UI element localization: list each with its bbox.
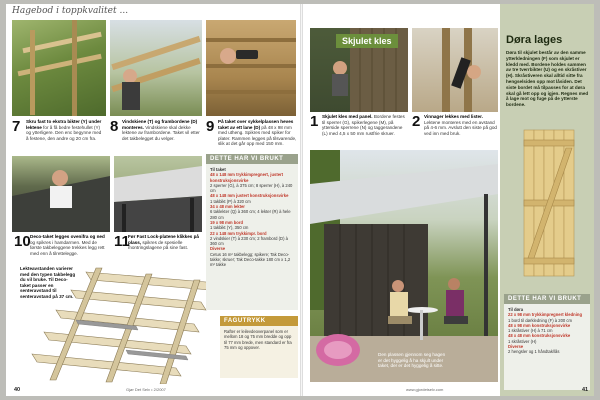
materials-item: 48 x 98 mm konstruksjonsvirke 1 skråstiver (H) à 71 cm <box>508 322 571 334</box>
step-10-number: 10 <box>14 233 31 250</box>
page-gutter <box>300 4 303 396</box>
step-11-caption: Før Fast Lock-platene klikkes på plass, spikres de spesielle montringslagene på sine fast. <box>128 234 199 251</box>
materials-item: 19 x 98 mm bord 1 takbikt (Y), 350 cm <box>210 219 249 231</box>
materials-item: 48 x 148 mm trykkimpregnert, justert konstruksjonsvirke 2 sperrer (G), à 375 cm; 8 sperrer (H), à 240 cm <box>210 172 293 194</box>
step-8-number: 8 <box>110 118 119 135</box>
step-8-caption: Vindskiene (T) og frambordene (D) monteres. Vindskiene skal dekke lektene av frambordene. Taket vil etter det takbelegget du velger. <box>122 119 200 141</box>
materials-box-door-head: DETTE HAR VI BRUKT <box>504 294 590 304</box>
right-step-1-number: 1 <box>310 113 319 130</box>
photo-finished-shed <box>310 150 498 382</box>
photo-step-10 <box>12 156 110 232</box>
door-sidebar <box>500 4 594 396</box>
step-9-number: 9 <box>206 118 215 135</box>
materials-box-door <box>504 294 590 390</box>
step-7-number: 7 <box>12 118 21 135</box>
materials-item: 34 x 48 mm lekter 6 taklekter (Q) à 360 cm; 4 lekter (R) à hele 280 cm <box>210 204 291 220</box>
shed-roof-illustration <box>114 156 202 232</box>
glossary-box <box>220 316 298 378</box>
photo-step-11 <box>114 156 202 232</box>
roofing-worker-illustration <box>12 156 110 232</box>
materials-item: 22 x 98 mm trykkimpregnert kledning 1 bord til dørkledning (F) à 200 cm <box>508 312 583 323</box>
materials-item: 22 x 148 mm trykkimpr. bord 2 vindskier (T) à 230 cm; 2 frambord (D) à 360 cm <box>210 230 288 247</box>
section-tab: Skjulet kles <box>336 34 398 48</box>
diagram-note: Lekteavstanden varierer med den typen takbelegg du vil bruke. Til Deco-taket passer en senteravstand til senteravstand på 37 cm. <box>20 266 76 299</box>
sidebar-text: Døra til skjulet består av den samme ytterkledningen (F) som skjulet er kledd med. Bordene holdes sammen av tre tverrbikter (U) og en skråstiver (H). Skråstiveren skal alltid sitte fra hengselsiden opp mot låsiden. Det siste bordet må tilpasses for at døra skal gå lett opp og igjen. Regnes med å lage mot og fuge på de ytterste bordene. <box>506 50 589 108</box>
footer-left: Gjør Det Selv • 2/2007 <box>126 387 166 392</box>
batten-illustration <box>412 28 498 112</box>
right-step-1-caption: Skjulet kles med panel. Bordene festes til sperrer (G), spikerlegene (M), på ytterside sperrene (N) og taggerandene (L) med 4,5 x 50 mm rustfrie skruer. <box>322 114 405 136</box>
step-9-caption: På taket over sykkelplassen heves taket av ett lane (D) på 48 x 98 mm med utheng. Spikres med spiker for plater. Rammen legges på tilsvarende, slik at det går opp med 150 mm. <box>218 119 297 147</box>
sidebar-title: Døra lages <box>506 34 563 46</box>
step-7-caption: Skru fast to ekstra bikter (Y) under lektene for å få bedre festehullet (Y) og ytterligere. Den enc begynne med å festene, den andre og 20 cm fra. <box>26 119 102 141</box>
photo-step-7 <box>12 20 106 116</box>
glossary-text: Rafter er leilevdeoverpanel som er mellom 18 og 75 mm bredde og opp til 77 mm brede, men standard er fra 75 mm og oppover. <box>224 329 292 350</box>
shed-scene-illustration <box>310 150 498 382</box>
photo-caption: Den plassen gjennom seg hagen er det hyggelig å ha skjult under taket, der er det hyggelig å sitte. <box>378 352 446 369</box>
right-step-2-number: 2 <box>412 113 421 130</box>
glossary-box-head: FAGUTRYKK <box>220 316 298 326</box>
materials-box-roof <box>206 154 298 310</box>
photo-step-9 <box>206 20 296 116</box>
materials-item: 48 x 48 mm konstruksjonsvirke 1 skråstiver (H) <box>508 333 571 344</box>
roof-structure-diagram <box>16 260 216 384</box>
worker-illustration <box>110 20 202 116</box>
materials-box-door-title: Til døra <box>508 307 524 312</box>
drill-illustration <box>206 20 296 116</box>
materials-box-roof-title: Til taket <box>210 167 226 172</box>
page-kicker: Hagebod i toppkvalitet ... <box>12 6 129 16</box>
magazine-spread <box>6 4 594 396</box>
materials-item: Diverse 2 hengsler og 1 håndtak/lås <box>508 344 560 355</box>
photo-right-step-2 <box>412 28 498 112</box>
step-11-number: 11 <box>114 233 130 250</box>
right-step-2-caption: Vinnager lekkes med lister. Lektene monteres med en avstand på 4-6 mm. Avslutt den siste på god ved inn med bruk. <box>424 114 497 136</box>
roof-frame-illustration <box>12 20 106 116</box>
door-illustration <box>522 128 578 278</box>
step-10-caption: Deco-taket legges ovenifra og ned og spikres i hamdarmen. Med de første takbeleggene trekkes legg rett med enn å tilrettelegge. <box>30 234 105 256</box>
materials-box-roof-head: DETTE HAR VI BRUKT <box>206 154 298 164</box>
footer-right: www.gjordetselv.com <box>406 387 444 392</box>
page-number-left: 40 <box>14 387 21 393</box>
materials-item: Diverse Cetus 16 m² takbelegg; spikere; Tak Deco-takke; skruer; Tak Deco-takke 180 cm x 1,2 m² takke <box>210 246 291 268</box>
materials-item: 48 x 148 mm justert konstruksjonsvirke 1 takbikt (P) à 320 cm <box>210 193 289 204</box>
photo-step-8 <box>110 20 202 116</box>
page-number-right: 41 <box>582 387 589 393</box>
